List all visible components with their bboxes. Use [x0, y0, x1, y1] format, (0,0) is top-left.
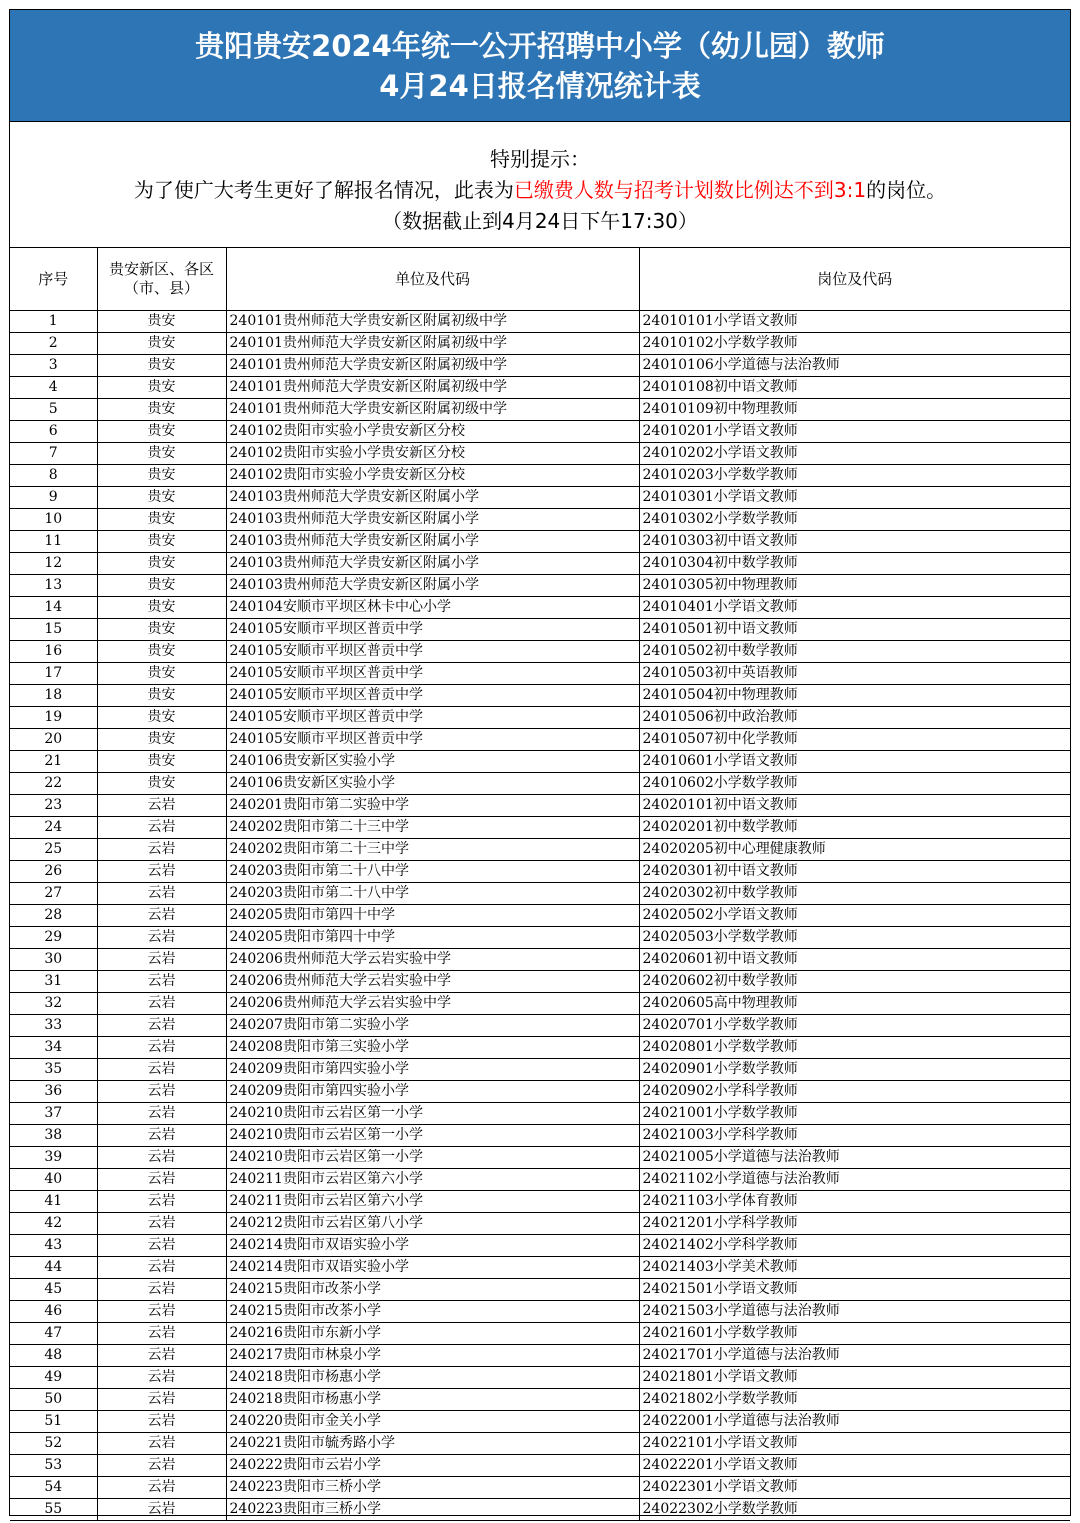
table-row [10, 795, 1070, 817]
cell-unit: 240210贵阳市云岩区第一小学 [226, 1147, 639, 1169]
cell-no: 28 [10, 905, 97, 927]
cell-unit: 240101贵州师范大学贵安新区附属初级中学 [226, 333, 639, 355]
cell-post: 24021403小学美术教师 [639, 1257, 1070, 1279]
cell-post: 24020101初中语文教师 [639, 795, 1070, 817]
notice-cutoff: （数据截止到4月24日下午17:30） [382, 209, 698, 233]
cell-post: 24022302小学数学教师 [639, 1499, 1070, 1521]
cell-post: 24010102小学数学教师 [639, 333, 1070, 355]
cell-unit: 240105安顺市平坝区普贡中学 [226, 641, 639, 663]
cell-unit: 240215贵阳市改茶小学 [226, 1301, 639, 1323]
table-row [10, 993, 1070, 1015]
cell-no: 29 [10, 927, 97, 949]
cell-no: 42 [10, 1213, 97, 1235]
cell-unit: 240101贵州师范大学贵安新区附属初级中学 [226, 311, 639, 333]
cell-post: 24020901小学数学教师 [639, 1059, 1070, 1081]
cell-post: 24010503初中英语教师 [639, 663, 1070, 685]
cell-no: 31 [10, 971, 97, 993]
cell-post: 24010301小学语文教师 [639, 487, 1070, 509]
cell-post: 24021503小学道德与法治教师 [639, 1301, 1070, 1323]
cell-district: 云岩 [97, 1345, 226, 1367]
cell-post: 24021201小学科学教师 [639, 1213, 1070, 1235]
cell-district: 贵安 [97, 509, 226, 531]
table-row [10, 1257, 1070, 1279]
cell-post: 24021801小学语文教师 [639, 1367, 1070, 1389]
cell-no: 2 [10, 333, 97, 355]
cell-post: 24020201初中数学教师 [639, 817, 1070, 839]
cell-district: 贵安 [97, 399, 226, 421]
cell-unit: 240217贵阳市林泉小学 [226, 1345, 639, 1367]
cell-post: 24020602初中数学教师 [639, 971, 1070, 993]
cell-district: 云岩 [97, 927, 226, 949]
cell-post: 24010401小学语文教师 [639, 597, 1070, 619]
cell-no: 41 [10, 1191, 97, 1213]
cell-unit: 240211贵阳市云岩区第六小学 [226, 1191, 639, 1213]
cell-district: 贵安 [97, 553, 226, 575]
cell-no: 20 [10, 729, 97, 751]
cell-no: 40 [10, 1169, 97, 1191]
table-row [10, 1279, 1070, 1301]
table-row [10, 1345, 1070, 1367]
table-row [10, 311, 1070, 333]
cell-unit: 240103贵州师范大学贵安新区附属小学 [226, 575, 639, 597]
cell-no: 36 [10, 1081, 97, 1103]
cell-no: 6 [10, 421, 97, 443]
cell-post: 24010202小学语文教师 [639, 443, 1070, 465]
cell-district: 云岩 [97, 1147, 226, 1169]
cell-no: 35 [10, 1059, 97, 1081]
table-row [10, 729, 1070, 751]
cell-post: 24021501小学语文教师 [639, 1279, 1070, 1301]
cell-unit: 240216贵阳市东新小学 [226, 1323, 639, 1345]
cell-district: 云岩 [97, 795, 226, 817]
cell-unit: 240101贵州师范大学贵安新区附属初级中学 [226, 399, 639, 421]
table-row [10, 927, 1070, 949]
cell-post: 24010602小学数学教师 [639, 773, 1070, 795]
table-row [10, 1169, 1070, 1191]
table-row [10, 575, 1070, 597]
cell-district: 云岩 [97, 971, 226, 993]
table-row [10, 971, 1070, 993]
cell-district: 云岩 [97, 1477, 226, 1499]
cell-no: 10 [10, 509, 97, 531]
cell-district: 云岩 [97, 1323, 226, 1345]
cell-unit: 240103贵州师范大学贵安新区附属小学 [226, 487, 639, 509]
cell-district: 贵安 [97, 641, 226, 663]
header-district-line1: 贵安新区、各区 [108, 260, 214, 278]
cell-post: 24020701小学数学教师 [639, 1015, 1070, 1037]
cell-unit: 240209贵阳市第四实验小学 [226, 1059, 639, 1081]
table-row [10, 1037, 1070, 1059]
cell-post: 24021001小学数学教师 [639, 1103, 1070, 1125]
cell-district: 贵安 [97, 729, 226, 751]
cell-post: 24010302小学数学教师 [639, 509, 1070, 531]
table-row [10, 377, 1070, 399]
cell-district: 云岩 [97, 839, 226, 861]
table-row [10, 905, 1070, 927]
cell-post: 24010601小学语文教师 [639, 751, 1070, 773]
cell-district: 云岩 [97, 905, 226, 927]
cell-no: 54 [10, 1477, 97, 1499]
header-district-line2: （市、县） [123, 279, 199, 297]
cell-post: 24010108初中语文教师 [639, 377, 1070, 399]
cell-no: 15 [10, 619, 97, 641]
table-row [10, 1301, 1070, 1323]
cell-district: 贵安 [97, 487, 226, 509]
cell-post: 24010506初中政治教师 [639, 707, 1070, 729]
cell-unit: 240211贵阳市云岩区第六小学 [226, 1169, 639, 1191]
table-body [10, 311, 1070, 1521]
cell-district: 云岩 [97, 1213, 226, 1235]
cell-no: 24 [10, 817, 97, 839]
cell-unit: 240105安顺市平坝区普贡中学 [226, 663, 639, 685]
cell-unit: 240203贵阳市第二十八中学 [226, 883, 639, 905]
cell-no: 27 [10, 883, 97, 905]
cell-district: 云岩 [97, 1367, 226, 1389]
cell-district: 贵安 [97, 575, 226, 597]
cell-no: 44 [10, 1257, 97, 1279]
cell-unit: 240101贵州师范大学贵安新区附属初级中学 [226, 377, 639, 399]
table-row [10, 465, 1070, 487]
cell-unit: 240103贵州师范大学贵安新区附属小学 [226, 509, 639, 531]
cell-district: 云岩 [97, 1257, 226, 1279]
notice-highlight: 已缴费人数与招考计划数比例达不到3:1 [513, 178, 867, 202]
table-row [10, 751, 1070, 773]
cell-post: 24010502初中数学教师 [639, 641, 1070, 663]
table-row [10, 1411, 1070, 1433]
cell-district: 云岩 [97, 1279, 226, 1301]
cell-district: 云岩 [97, 1235, 226, 1257]
cell-no: 51 [10, 1411, 97, 1433]
cell-no: 16 [10, 641, 97, 663]
cell-post: 24020601初中语文教师 [639, 949, 1070, 971]
cell-no: 47 [10, 1323, 97, 1345]
cell-unit: 240214贵阳市双语实验小学 [226, 1257, 639, 1279]
cell-no: 49 [10, 1367, 97, 1389]
header-no: 序号 [10, 248, 97, 311]
cell-no: 43 [10, 1235, 97, 1257]
cell-unit: 240105安顺市平坝区普贡中学 [226, 729, 639, 751]
cell-post: 24010201小学语文教师 [639, 421, 1070, 443]
cell-district: 贵安 [97, 751, 226, 773]
cell-unit: 240105安顺市平坝区普贡中学 [226, 707, 639, 729]
cell-post: 24021802小学数学教师 [639, 1389, 1070, 1411]
cell-unit: 240209贵阳市第四实验小学 [226, 1081, 639, 1103]
cell-no: 22 [10, 773, 97, 795]
cell-no: 18 [10, 685, 97, 707]
cell-unit: 240102贵阳市实验小学贵安新区分校 [226, 443, 639, 465]
title-line-2: 4月24日报名情况统计表 [379, 69, 701, 103]
cell-no: 55 [10, 1499, 97, 1521]
cell-post: 24020902小学科学教师 [639, 1081, 1070, 1103]
notice-text-before: 为了使广大考生更好了解报名情况，此表为 [133, 178, 514, 202]
cell-post: 24021103小学体育教师 [639, 1191, 1070, 1213]
cell-district: 云岩 [97, 1125, 226, 1147]
table-row [10, 597, 1070, 619]
cell-no: 25 [10, 839, 97, 861]
cell-no: 11 [10, 531, 97, 553]
cell-district: 云岩 [97, 1411, 226, 1433]
cell-no: 21 [10, 751, 97, 773]
cell-post: 24020302初中数学教师 [639, 883, 1070, 905]
cell-post: 24021102小学道德与法治教师 [639, 1169, 1070, 1191]
cell-no: 46 [10, 1301, 97, 1323]
cell-unit: 240210贵阳市云岩区第一小学 [226, 1103, 639, 1125]
cell-unit: 240207贵阳市第二实验小学 [226, 1015, 639, 1037]
cell-post: 24010507初中化学教师 [639, 729, 1070, 751]
cell-unit: 240218贵阳市杨惠小学 [226, 1367, 639, 1389]
table-row [10, 707, 1070, 729]
cell-district: 云岩 [97, 1015, 226, 1037]
table-row [10, 1125, 1070, 1147]
table-row [10, 1059, 1070, 1081]
cell-district: 贵安 [97, 685, 226, 707]
cell-district: 云岩 [97, 861, 226, 883]
cell-unit: 240223贵阳市三桥小学 [226, 1499, 639, 1521]
cell-district: 云岩 [97, 993, 226, 1015]
cell-no: 32 [10, 993, 97, 1015]
cell-no: 48 [10, 1345, 97, 1367]
table-row [10, 1235, 1070, 1257]
cell-no: 9 [10, 487, 97, 509]
cell-district: 云岩 [97, 817, 226, 839]
cell-post: 24020503小学数学教师 [639, 927, 1070, 949]
cell-unit: 240203贵阳市第二十八中学 [226, 861, 639, 883]
table-header-row [10, 248, 1070, 311]
cell-district: 云岩 [97, 1433, 226, 1455]
cell-district: 贵安 [97, 707, 226, 729]
cell-district: 贵安 [97, 663, 226, 685]
table-row [10, 443, 1070, 465]
cell-no: 30 [10, 949, 97, 971]
cell-unit: 240202贵阳市第二十三中学 [226, 817, 639, 839]
title-banner [10, 10, 1070, 122]
cell-no: 53 [10, 1455, 97, 1477]
cell-no: 14 [10, 597, 97, 619]
cell-no: 8 [10, 465, 97, 487]
cell-no: 52 [10, 1433, 97, 1455]
notice-text-after: 的岗位。 [866, 178, 947, 202]
cell-no: 4 [10, 377, 97, 399]
title-line-1: 贵阳贵安2024年统一公开招聘中小学（幼儿园）教师 [195, 29, 885, 63]
cell-post: 24021601小学数学教师 [639, 1323, 1070, 1345]
cell-post: 24010106小学道德与法治教师 [639, 355, 1070, 377]
table-row [10, 421, 1070, 443]
cell-post: 24010504初中物理教师 [639, 685, 1070, 707]
cell-post: 24022301小学语文教师 [639, 1477, 1070, 1499]
table-row [10, 663, 1070, 685]
table-row [10, 553, 1070, 575]
cell-post: 24021003小学科学教师 [639, 1125, 1070, 1147]
table-row [10, 1081, 1070, 1103]
cell-post: 24022201小学语文教师 [639, 1455, 1070, 1477]
cell-no: 12 [10, 553, 97, 575]
cell-district: 贵安 [97, 531, 226, 553]
cell-unit: 240206贵州师范大学云岩实验中学 [226, 971, 639, 993]
cell-post: 24010303初中语文教师 [639, 531, 1070, 553]
cell-no: 50 [10, 1389, 97, 1411]
cell-no: 34 [10, 1037, 97, 1059]
cell-unit: 240214贵阳市双语实验小学 [226, 1235, 639, 1257]
table-row [10, 1477, 1070, 1499]
table-row [10, 1323, 1070, 1345]
notice-heading: 特别提示： [490, 147, 590, 171]
cell-district: 云岩 [97, 1037, 226, 1059]
table-row [10, 817, 1070, 839]
cell-district: 贵安 [97, 773, 226, 795]
cell-unit: 240101贵州师范大学贵安新区附属初级中学 [226, 355, 639, 377]
cell-district: 云岩 [97, 1499, 226, 1521]
cell-post: 24021701小学道德与法治教师 [639, 1345, 1070, 1367]
table-row [10, 1015, 1070, 1037]
cell-post: 24021005小学道德与法治教师 [639, 1147, 1070, 1169]
cell-district: 贵安 [97, 377, 226, 399]
table-row [10, 619, 1070, 641]
cell-district: 贵安 [97, 333, 226, 355]
cell-district: 贵安 [97, 465, 226, 487]
cell-unit: 240106贵安新区实验小学 [226, 751, 639, 773]
cell-no: 3 [10, 355, 97, 377]
cell-unit: 240206贵州师范大学云岩实验中学 [226, 949, 639, 971]
cell-no: 17 [10, 663, 97, 685]
cell-district: 云岩 [97, 949, 226, 971]
cell-post: 24020605高中物理教师 [639, 993, 1070, 1015]
cell-district: 贵安 [97, 421, 226, 443]
cell-unit: 240208贵阳市第三实验小学 [226, 1037, 639, 1059]
posts-table [10, 248, 1070, 1521]
cell-district: 贵安 [97, 355, 226, 377]
cell-no: 33 [10, 1015, 97, 1037]
cell-no: 7 [10, 443, 97, 465]
cell-post: 24022101小学语文教师 [639, 1433, 1070, 1455]
cell-unit: 240206贵州师范大学云岩实验中学 [226, 993, 639, 1015]
table-row [10, 509, 1070, 531]
cell-district: 云岩 [97, 1301, 226, 1323]
table-row [10, 1455, 1070, 1477]
table-row [10, 949, 1070, 971]
notice-text [10, 175, 1070, 206]
header-post: 岗位及代码 [639, 248, 1070, 311]
cell-no: 5 [10, 399, 97, 421]
cell-no: 39 [10, 1147, 97, 1169]
table-row [10, 333, 1070, 355]
cell-unit: 240102贵阳市实验小学贵安新区分校 [226, 465, 639, 487]
table-row [10, 685, 1070, 707]
cell-post: 24022001小学道德与法治教师 [639, 1411, 1070, 1433]
cell-post: 24020801小学数学教师 [639, 1037, 1070, 1059]
cell-unit: 240201贵阳市第二实验中学 [226, 795, 639, 817]
cell-no: 37 [10, 1103, 97, 1125]
cell-district: 云岩 [97, 1103, 226, 1125]
table-row [10, 1433, 1070, 1455]
cell-unit: 240215贵阳市改茶小学 [226, 1279, 639, 1301]
cell-unit: 240104安顺市平坝区林卡中心小学 [226, 597, 639, 619]
cell-unit: 240210贵阳市云岩区第一小学 [226, 1125, 639, 1147]
cell-unit: 240218贵阳市杨惠小学 [226, 1389, 639, 1411]
cell-no: 45 [10, 1279, 97, 1301]
cell-unit: 240220贵阳市金关小学 [226, 1411, 639, 1433]
cell-district: 贵安 [97, 443, 226, 465]
table-row [10, 1367, 1070, 1389]
cell-unit: 240222贵阳市云岩小学 [226, 1455, 639, 1477]
cell-unit: 240105安顺市平坝区普贡中学 [226, 685, 639, 707]
cell-district: 贵安 [97, 311, 226, 333]
header-district [97, 248, 226, 311]
cell-post: 24010304初中数学教师 [639, 553, 1070, 575]
cell-unit: 240105安顺市平坝区普贡中学 [226, 619, 639, 641]
cell-district: 云岩 [97, 1081, 226, 1103]
cell-unit: 240205贵阳市第四十中学 [226, 927, 639, 949]
notice-box [10, 122, 1070, 248]
cell-post: 24010109初中物理教师 [639, 399, 1070, 421]
cell-district: 云岩 [97, 1169, 226, 1191]
cell-no: 38 [10, 1125, 97, 1147]
table-row [10, 1191, 1070, 1213]
table-row [10, 1389, 1070, 1411]
cell-unit: 240221贵阳市毓秀路小学 [226, 1433, 639, 1455]
cell-no: 1 [10, 311, 97, 333]
table-row [10, 641, 1070, 663]
cell-district: 贵安 [97, 619, 226, 641]
table-row [10, 399, 1070, 421]
table-row [10, 1499, 1070, 1521]
cell-no: 26 [10, 861, 97, 883]
table-row [10, 1103, 1070, 1125]
cell-unit: 240103贵州师范大学贵安新区附属小学 [226, 553, 639, 575]
cell-unit: 240212贵阳市云岩区第八小学 [226, 1213, 639, 1235]
cell-district: 贵安 [97, 597, 226, 619]
cell-post: 24010101小学语文教师 [639, 311, 1070, 333]
table-row [10, 355, 1070, 377]
cell-post: 24020205初中心理健康教师 [639, 839, 1070, 861]
table-row [10, 861, 1070, 883]
cell-district: 云岩 [97, 1191, 226, 1213]
cell-no: 19 [10, 707, 97, 729]
cell-unit: 240205贵阳市第四十中学 [226, 905, 639, 927]
cell-district: 云岩 [97, 1059, 226, 1081]
cell-post: 24010203小学数学教师 [639, 465, 1070, 487]
table-row [10, 531, 1070, 553]
table-row [10, 1147, 1070, 1169]
cell-post: 24021402小学科学教师 [639, 1235, 1070, 1257]
cell-unit: 240202贵阳市第二十三中学 [226, 839, 639, 861]
table-row [10, 1213, 1070, 1235]
cell-no: 13 [10, 575, 97, 597]
cell-post: 24010501初中语文教师 [639, 619, 1070, 641]
cell-post: 24020502小学语文教师 [639, 905, 1070, 927]
header-unit: 单位及代码 [226, 248, 639, 311]
table-row [10, 773, 1070, 795]
cell-unit: 240223贵阳市三桥小学 [226, 1477, 639, 1499]
cell-district: 云岩 [97, 883, 226, 905]
cell-no: 23 [10, 795, 97, 817]
cell-unit: 240106贵安新区实验小学 [226, 773, 639, 795]
cell-post: 24020301初中语文教师 [639, 861, 1070, 883]
cell-unit: 240103贵州师范大学贵安新区附属小学 [226, 531, 639, 553]
cell-post: 24010305初中物理教师 [639, 575, 1070, 597]
cell-district: 云岩 [97, 1455, 226, 1477]
table-row [10, 883, 1070, 905]
table-row [10, 839, 1070, 861]
statistics-sheet [9, 9, 1071, 1516]
cell-unit: 240102贵阳市实验小学贵安新区分校 [226, 421, 639, 443]
cell-district: 云岩 [97, 1389, 226, 1411]
table-row [10, 487, 1070, 509]
